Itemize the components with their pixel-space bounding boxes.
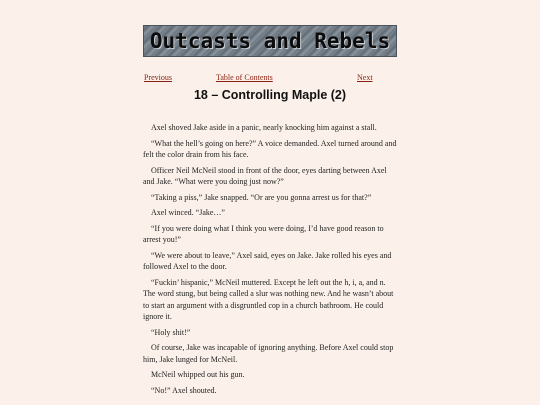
site-banner[interactable] <box>143 25 397 57</box>
paragraph: “Fuckin’ hispanic,” McNeil muttered. Except he left out the h, i, a, and n. The word stung, but being called a slur was nothing new. And he wasn’t about to start an argument with a disgruntled cop in a church bathroom. He could ignore it. <box>143 277 394 321</box>
paragraph: Axel winced. “Jake…” <box>151 208 225 218</box>
paragraph: Officer Neil McNeil stood in front of the door, eyes darting between Axel and Jake. “What were you doing just now?” <box>143 165 387 186</box>
chapter-navigation <box>144 73 372 85</box>
next-link[interactable]: Next <box>357 73 373 82</box>
paragraph: McNeil whipped out his gun. <box>151 370 245 380</box>
site-banner-title: Outcasts and Rebels <box>149 29 391 53</box>
paragraph: “If you were doing what I think you were doing, I’d have good reason to arrest you!” <box>143 223 384 245</box>
story-text <box>143 122 397 400</box>
table-of-contents-link[interactable]: Table of Contents <box>216 73 273 82</box>
paragraph: “No!” Axel shouted. <box>151 385 217 395</box>
paragraph: “Taking a piss,” Jake snapped. “Or are you gonna arrest us for that?” <box>151 192 372 202</box>
paragraph: “Holy shit!” <box>151 327 191 337</box>
chapter-title: 18 – Controlling Maple (2) <box>193 88 347 102</box>
paragraph: Of course, Jake was incapable of ignoring anything. Before Axel could stop him, Jake lunged for McNeil. <box>143 343 394 364</box>
paragraph: “We were about to leave,” Axel said, eyes on Jake. Jake rolled his eyes and followed Axel to the door. <box>143 250 392 272</box>
paragraph: “What the hell’s going on here?” A voice demanded. Axel turned around and felt the color drain from his face. <box>143 138 397 159</box>
previous-link[interactable]: Previous <box>144 73 172 82</box>
paragraph: Axel shoved Jake aside in a panic, nearly knocking him against a stall. <box>151 123 377 132</box>
